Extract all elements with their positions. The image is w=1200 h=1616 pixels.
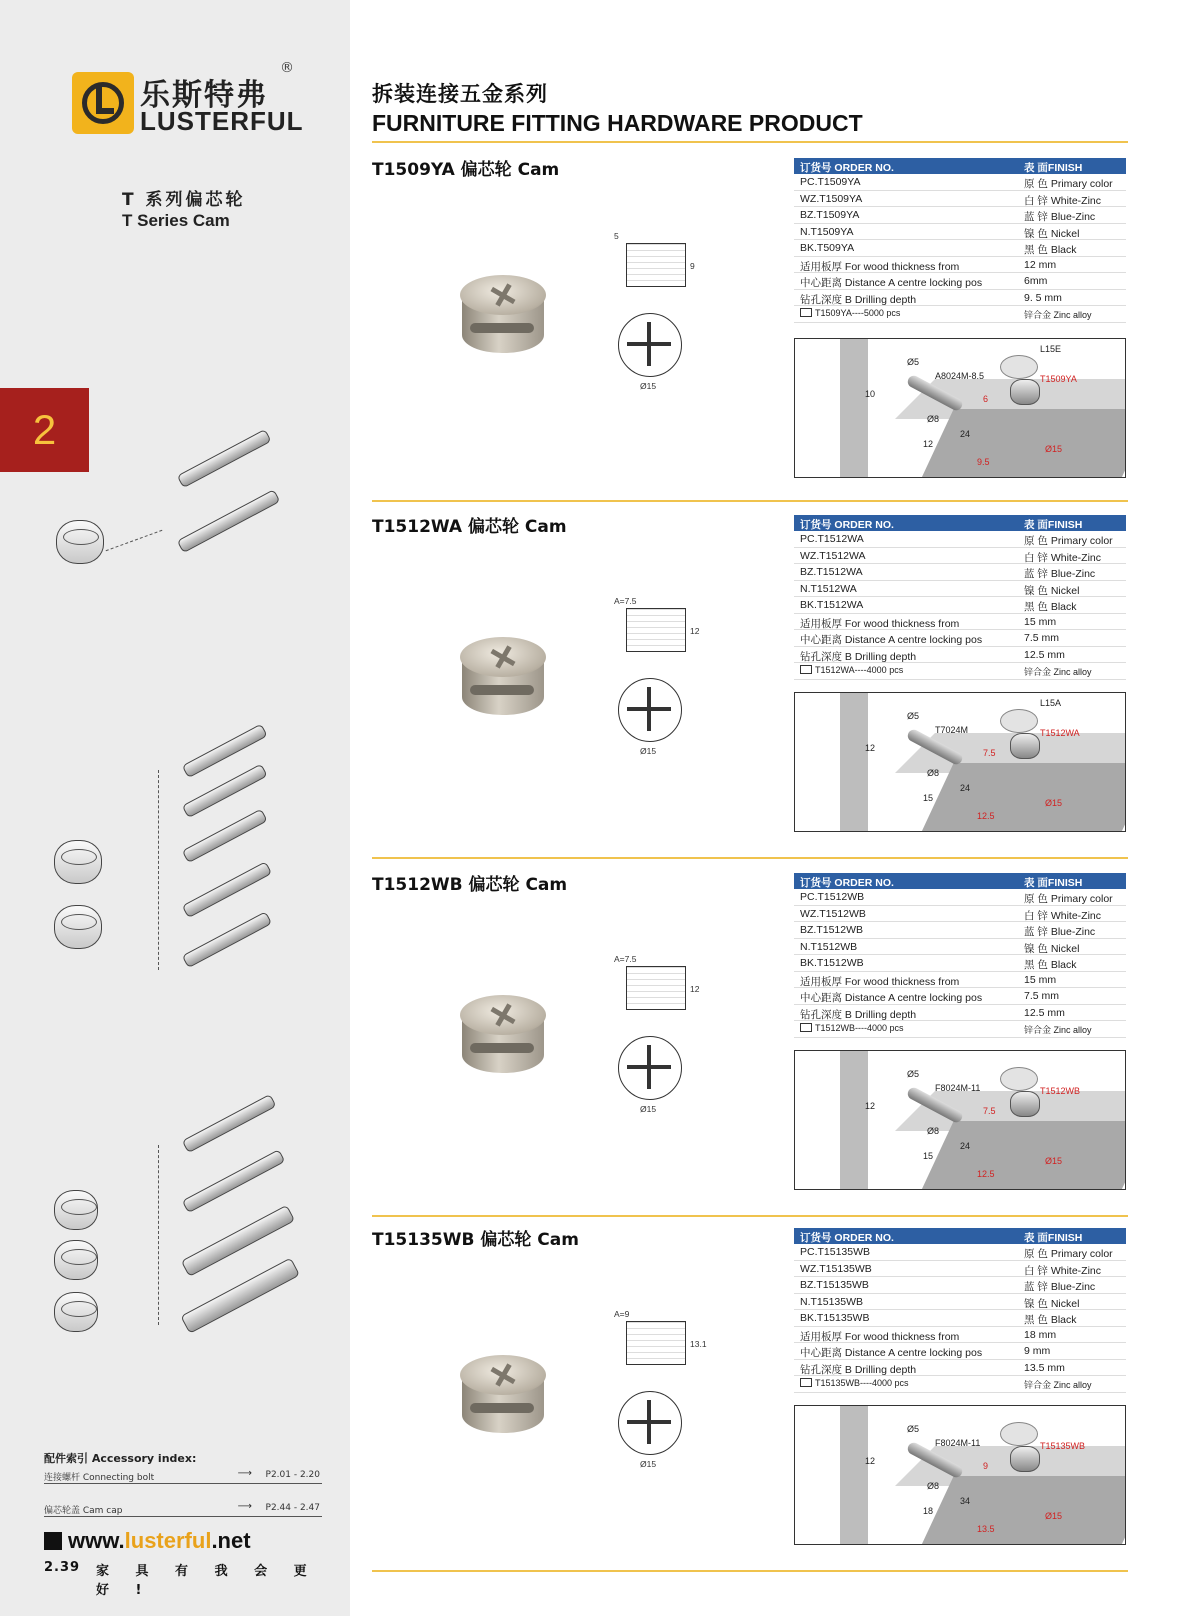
dimension-a: 5	[614, 231, 619, 241]
cam-icon	[1010, 733, 1040, 759]
assembly-diagram	[794, 1050, 1126, 1190]
dim-d15: Ø15	[1045, 1156, 1063, 1166]
table-row	[794, 1005, 1126, 1022]
table-row	[794, 1021, 1126, 1038]
spec-label: 适用板厚 For wood thickness from	[800, 260, 960, 273]
page-number: 2.39	[44, 1560, 81, 1575]
order-number: WZ.T1509YA	[800, 192, 863, 205]
finish-value: 黑 色 Black	[1024, 959, 1077, 971]
spec-label: 中心距离 Distance A centre locking pos	[800, 992, 983, 1004]
cam-icon	[1010, 379, 1040, 405]
finish-value: 镍 色 Nickel	[1024, 584, 1080, 597]
package-qty: T1512WA----4000 pcs	[815, 665, 904, 675]
arrow-right-icon: ⟶	[237, 1468, 252, 1479]
registered-mark: ®	[280, 60, 294, 76]
order-number: WZ.T1512WA	[800, 549, 866, 562]
table-row	[794, 597, 1126, 614]
order-number: N.T1512WB	[800, 940, 858, 953]
spec-table	[794, 158, 1126, 323]
bolt-illustration-icon	[182, 1149, 286, 1213]
table-row	[794, 257, 1126, 274]
dim-distance: 9	[983, 1461, 989, 1471]
table-row	[794, 1360, 1126, 1377]
dimension-a: A=9	[614, 1309, 630, 1319]
bolt-illustration-icon	[177, 429, 272, 488]
order-number: BZ.T1512WB	[800, 924, 864, 936]
cam-cap-icon	[1000, 709, 1038, 733]
dimension-height: 12	[690, 984, 700, 994]
logo-mark-icon	[72, 72, 134, 134]
dim-offset: 24	[960, 1141, 971, 1151]
table-row	[794, 988, 1126, 1005]
order-number: BK.T509YA	[800, 242, 855, 254]
bolt-illustration-icon	[182, 1094, 277, 1153]
finish-value: 蓝 锌 Blue-Zinc	[1024, 568, 1096, 580]
slogan: 家 具 有 我 会 更 好 !	[96, 1564, 318, 1598]
table-row	[794, 306, 1126, 323]
cam-icon	[1010, 1091, 1040, 1117]
cam-illustration-icon	[54, 840, 102, 884]
table-row	[794, 1294, 1126, 1311]
dim-edge: 12	[865, 743, 876, 753]
spec-value: 12 mm	[1024, 258, 1057, 271]
dimension-diameter: Ø15	[640, 381, 657, 391]
accessory-label: 偏芯轮盖 Cam cap	[44, 1506, 123, 1516]
spec-label: 适用板厚 For wood thickness from	[800, 1330, 960, 1343]
dim-edge: 10	[865, 389, 876, 399]
finish-value: 蓝 锌 Blue-Zinc	[1024, 211, 1096, 223]
cam-code: T1509YA	[1040, 374, 1077, 384]
table-row	[794, 955, 1126, 972]
bolt-code: F8024M-11	[935, 1083, 981, 1093]
bolt-code: F8024M-11	[935, 1438, 981, 1448]
dim-d5: Ø5	[907, 357, 920, 367]
section-divider	[372, 1215, 1128, 1217]
assembly-diagram	[794, 338, 1126, 478]
product-section	[372, 155, 1128, 505]
spec-value: 15 mm	[1024, 973, 1057, 986]
order-number: BK.T15135WB	[800, 1312, 870, 1324]
dimension-diameter: Ø15	[640, 1459, 657, 1469]
bolt-code: T7024M	[935, 725, 969, 735]
finish-value: 原 色 Primary color	[1024, 178, 1113, 190]
dim-d8: Ø8	[927, 1126, 940, 1136]
cap-code: L15E	[1040, 344, 1062, 354]
cam-cap-icon	[1000, 355, 1038, 379]
table-row	[794, 906, 1126, 923]
side-view-drawing	[626, 1321, 686, 1365]
accessory-pages: P2.44 - 2.47	[265, 1503, 320, 1513]
spec-label: 钻孔深度 B Drilling depth	[800, 1008, 917, 1021]
cross-slot-icon	[490, 1363, 516, 1387]
dim-d8: Ø8	[927, 768, 940, 778]
spec-table	[794, 873, 1126, 1038]
accessory-link-cam-cap[interactable]	[44, 1503, 322, 1517]
product-photo	[452, 995, 552, 1095]
dim-depth: 12.5	[977, 1169, 995, 1179]
spec-label: 钻孔深度 B Drilling depth	[800, 650, 917, 663]
spec-label: 中心距离 Distance A centre locking pos	[800, 277, 983, 289]
dim-edge: 12	[865, 1456, 876, 1466]
cross-slot-icon	[490, 283, 516, 307]
spec-label: 中心距离 Distance A centre locking pos	[800, 634, 983, 646]
order-number: N.T15135WB	[800, 1295, 864, 1308]
dim-distance: 7.5	[983, 1106, 996, 1116]
table-row	[794, 922, 1126, 939]
accessory-index-title: 配件索引 Accessory index:	[44, 1452, 197, 1465]
table-row	[794, 1310, 1126, 1327]
table-row	[794, 224, 1126, 241]
order-number: WZ.T15135WB	[800, 1262, 872, 1275]
spec-value: 12.5 mm	[1024, 1006, 1065, 1019]
dim-offset: 24	[960, 429, 971, 439]
table-row	[794, 581, 1126, 598]
cam-cap-icon	[1000, 1067, 1038, 1091]
package-box-icon	[800, 308, 812, 317]
dimension-a: A=7.5	[614, 596, 637, 606]
product-title: T1512WB 偏芯轮 Cam	[372, 875, 568, 895]
order-number: PC.T1509YA	[800, 176, 861, 188]
table-row	[794, 1327, 1126, 1344]
spec-label: 适用板厚 For wood thickness from	[800, 617, 960, 630]
side-view-drawing	[626, 608, 686, 652]
package-qty: T1509YA----5000 pcs	[815, 308, 901, 318]
cam-icon	[1010, 1446, 1040, 1472]
finish-header: 表 面FINISH	[1024, 162, 1083, 174]
dim-d15: Ø15	[1045, 1511, 1063, 1521]
dimension-diameter: Ø15	[640, 746, 657, 756]
spec-value: 18 mm	[1024, 1328, 1057, 1341]
accessory-pages: P2.01 - 2.20	[265, 1470, 320, 1480]
spec-value: 6mm	[1024, 275, 1048, 287]
cam-illustration-icon	[54, 1292, 98, 1332]
dim-thickness: 15	[923, 793, 934, 803]
page-title-en: FURNITURE FITTING HARDWARE PRODUCT	[372, 110, 863, 136]
bolt-illustration-icon	[182, 809, 268, 864]
material-value: 锌合金 Zinc alloy	[1024, 1380, 1092, 1390]
dim-d5: Ø5	[907, 711, 920, 721]
side-view-drawing	[626, 966, 686, 1010]
top-view-drawing	[618, 313, 682, 377]
finish-value: 白 锌 White-Zinc	[1024, 1264, 1102, 1277]
order-header: 订货号 ORDER NO.	[800, 519, 894, 531]
bolt-illustration-icon	[182, 861, 272, 918]
cam-illustration-icon	[54, 1240, 98, 1280]
order-header: 订货号 ORDER NO.	[800, 877, 894, 889]
finish-header: 表 面FINISH	[1024, 877, 1083, 889]
package-qty: T15135WB----4000 pcs	[815, 1378, 909, 1388]
section-divider	[372, 857, 1128, 859]
finish-header: 表 面FINISH	[1024, 1232, 1083, 1244]
package-box-icon	[800, 1023, 812, 1032]
order-header: 订货号 ORDER NO.	[800, 162, 894, 174]
finish-value: 白 锌 White-Zinc	[1024, 551, 1102, 564]
table-row	[794, 1244, 1126, 1261]
material-value: 锌合金 Zinc alloy	[1024, 310, 1092, 320]
brand-logo[interactable]	[72, 60, 304, 140]
cam-code: T1512WB	[1040, 1086, 1081, 1096]
dim-d15: Ø15	[1045, 444, 1063, 454]
arrow-right-icon: ⟶	[237, 1501, 252, 1512]
finish-value: 镍 色 Nickel	[1024, 227, 1080, 240]
website-arrow-icon	[44, 1532, 62, 1550]
product-section	[372, 870, 1128, 1220]
order-number: BZ.T15135WB	[800, 1279, 869, 1291]
finish-header: 表 面FINISH	[1024, 519, 1083, 531]
table-row	[794, 630, 1126, 647]
table-row	[794, 614, 1126, 631]
product-section	[372, 1225, 1128, 1575]
order-number: PC.T1512WA	[800, 533, 864, 545]
table-header	[794, 1228, 1126, 1244]
order-number: BZ.T1512WA	[800, 566, 863, 578]
dimension-diameter: Ø15	[640, 1104, 657, 1114]
table-row	[794, 207, 1126, 224]
side-view-drawing	[626, 243, 686, 287]
order-number: BK.T1512WB	[800, 957, 864, 969]
sidebar	[0, 0, 350, 1616]
finish-value: 黑 色 Black	[1024, 244, 1077, 256]
series-title-en: T Series Cam	[122, 211, 230, 230]
dimension-a: A=7.5	[614, 954, 637, 964]
cam-illustration-icon	[54, 1190, 98, 1230]
table-row	[794, 531, 1126, 548]
spec-value: 9 mm	[1024, 1345, 1051, 1357]
table-row	[794, 273, 1126, 290]
website-link[interactable]	[44, 1528, 251, 1554]
finish-value: 白 锌 White-Zinc	[1024, 194, 1102, 207]
dim-offset: 24	[960, 783, 971, 793]
table-row	[794, 191, 1126, 208]
table-row	[794, 564, 1126, 581]
package-qty: T1512WB----4000 pcs	[815, 1023, 904, 1033]
package-box-icon	[800, 665, 812, 674]
order-number: N.T1512WA	[800, 582, 857, 595]
dim-d5: Ø5	[907, 1069, 920, 1079]
spec-value: 9. 5 mm	[1024, 291, 1062, 304]
finish-value: 镍 色 Nickel	[1024, 1297, 1080, 1310]
order-number: PC.T15135WB	[800, 1246, 871, 1258]
finish-value: 蓝 锌 Blue-Zinc	[1024, 926, 1096, 938]
spec-table	[794, 515, 1126, 680]
dim-depth: 13.5	[977, 1524, 995, 1534]
product-title: T1512WA 偏芯轮 Cam	[372, 517, 567, 537]
spec-label: 适用板厚 For wood thickness from	[800, 975, 960, 988]
brand-name-en: LUSTERFUL	[140, 106, 304, 136]
dim-d8: Ø8	[927, 1481, 940, 1491]
chapter-tab[interactable]: 2	[0, 388, 89, 472]
assembly-diagram	[794, 692, 1126, 832]
accessory-link-connecting-bolt[interactable]	[44, 1470, 322, 1484]
finish-value: 原 色 Primary color	[1024, 893, 1113, 905]
table-row	[794, 972, 1126, 989]
finish-value: 黑 色 Black	[1024, 1314, 1077, 1326]
dim-d5: Ø5	[907, 1424, 920, 1434]
table-row	[794, 647, 1126, 664]
table-row	[794, 290, 1126, 307]
order-header: 订货号 ORDER NO.	[800, 1232, 894, 1244]
product-photo	[452, 637, 552, 737]
table-row	[794, 174, 1126, 191]
finish-value: 黑 色 Black	[1024, 601, 1077, 613]
table-header	[794, 158, 1126, 174]
spec-label: 钻孔深度 B Drilling depth	[800, 293, 917, 306]
table-row	[794, 1343, 1126, 1360]
table-row	[794, 1261, 1126, 1278]
table-header	[794, 515, 1126, 531]
website-prefix: www.	[68, 1528, 125, 1553]
material-value: 锌合金 Zinc alloy	[1024, 1025, 1092, 1035]
spec-label: 中心距离 Distance A centre locking pos	[800, 1347, 983, 1359]
dimension-height: 9	[690, 261, 695, 271]
table-row	[794, 889, 1126, 906]
section-divider	[372, 1570, 1128, 1572]
spec-label: 钻孔深度 B Drilling depth	[800, 1363, 917, 1376]
dimension-height: 12	[690, 626, 700, 636]
cam-illustration-icon	[56, 520, 104, 564]
series-title-cn: T 系列偏芯轮	[122, 190, 246, 210]
bolt-illustration-icon	[182, 911, 272, 968]
dim-d8: Ø8	[927, 414, 940, 424]
cam-cap-icon	[1000, 1422, 1038, 1446]
dim-depth: 9.5	[977, 457, 990, 467]
cross-slot-icon	[490, 645, 516, 669]
finish-value: 镍 色 Nickel	[1024, 942, 1080, 955]
material-value: 锌合金 Zinc alloy	[1024, 667, 1092, 677]
order-number: PC.T1512WB	[800, 891, 865, 903]
top-view-drawing	[618, 678, 682, 742]
order-number: BK.T1512WA	[800, 599, 864, 611]
table-row	[794, 939, 1126, 956]
spec-value: 15 mm	[1024, 615, 1057, 628]
order-number: N.T1509YA	[800, 225, 854, 238]
dim-edge: 12	[865, 1101, 876, 1111]
cross-slot-icon	[490, 1003, 516, 1027]
table-row	[794, 663, 1126, 680]
dim-thickness: 12	[923, 439, 934, 449]
dimension-height: 13.1	[690, 1339, 707, 1349]
finish-value: 原 色 Primary color	[1024, 1248, 1113, 1260]
table-row	[794, 1277, 1126, 1294]
table-header	[794, 873, 1126, 889]
website-tld: .net	[211, 1528, 251, 1553]
cap-code: L15A	[1040, 698, 1062, 708]
cam-code: T1512WA	[1040, 728, 1080, 738]
product-photo	[452, 275, 552, 375]
spec-value: 7.5 mm	[1024, 990, 1060, 1002]
brand-name-cn: 乐斯特弗	[140, 78, 268, 113]
header-divider	[372, 141, 1128, 143]
top-view-drawing	[618, 1036, 682, 1100]
dim-d15: Ø15	[1045, 798, 1063, 808]
bolt-illustration-icon	[177, 489, 281, 553]
spec-value: 13.5 mm	[1024, 1361, 1065, 1374]
dim-offset: 34	[960, 1496, 971, 1506]
order-number: BZ.T1509YA	[800, 209, 860, 221]
dim-distance: 6	[983, 394, 989, 404]
top-view-drawing	[618, 1391, 682, 1455]
finish-value: 原 色 Primary color	[1024, 535, 1113, 547]
cam-code: T15135WB	[1040, 1441, 1086, 1451]
dim-thickness: 15	[923, 1151, 934, 1161]
table-row	[794, 1376, 1126, 1393]
spec-value: 7.5 mm	[1024, 632, 1060, 644]
cam-illustration-icon	[54, 905, 102, 949]
product-title: T1509YA 偏芯轮 Cam	[372, 160, 560, 180]
accessory-label: 连接螺杆 Connecting bolt	[44, 1473, 155, 1483]
dim-distance: 7.5	[983, 748, 996, 758]
assembly-diagram	[794, 1405, 1126, 1545]
order-number: WZ.T1512WB	[800, 907, 866, 920]
page-title-cn: 拆装连接五金系列	[372, 82, 548, 106]
section-divider	[372, 500, 1128, 502]
finish-value: 白 锌 White-Zinc	[1024, 909, 1102, 922]
package-box-icon	[800, 1378, 812, 1387]
product-section	[372, 512, 1128, 862]
product-title: T15135WB 偏芯轮 Cam	[372, 1230, 579, 1250]
dim-depth: 12.5	[977, 811, 995, 821]
dim-thickness: 18	[923, 1506, 934, 1516]
spec-table	[794, 1228, 1126, 1393]
spec-value: 12.5 mm	[1024, 648, 1065, 661]
table-row	[794, 240, 1126, 257]
product-photo	[452, 1355, 552, 1455]
bolt-code: A8024M-8.5	[935, 371, 985, 381]
table-row	[794, 548, 1126, 565]
finish-value: 蓝 锌 Blue-Zinc	[1024, 1281, 1096, 1293]
website-domain: lusterful	[124, 1528, 212, 1553]
